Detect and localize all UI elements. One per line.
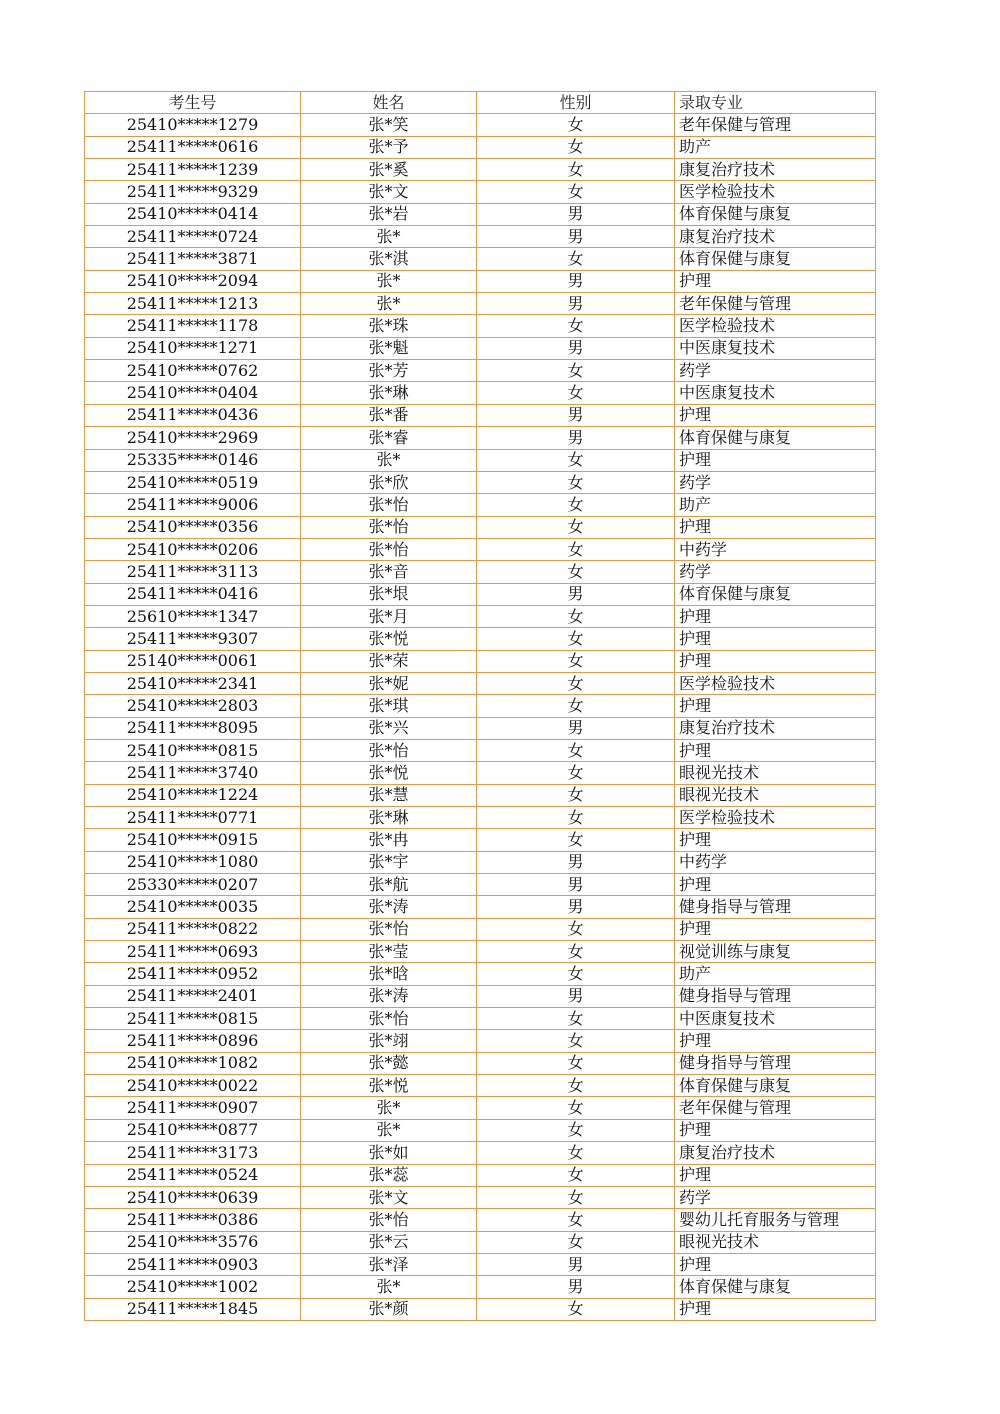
major-cell: 护理 (675, 1119, 876, 1141)
gender-cell: 女 (477, 807, 675, 829)
major-cell: 婴幼儿托育服务与管理 (675, 1209, 876, 1231)
major-cell: 中医康复技术 (675, 337, 876, 359)
name-cell: 张*悦 (301, 1075, 477, 1097)
candidate-id-cell: 25410*****0404 (85, 382, 301, 404)
gender-cell: 女 (477, 963, 675, 985)
major-cell: 护理 (675, 650, 876, 672)
table-row (85, 695, 876, 717)
major-cell: 护理 (675, 1298, 876, 1320)
candidate-id-cell: 25411*****2401 (85, 985, 301, 1007)
major-cell: 助产 (675, 963, 876, 985)
header-name: 姓名 (301, 92, 477, 114)
candidate-id-cell: 25410*****0815 (85, 739, 301, 761)
candidate-id-cell: 25411*****0771 (85, 807, 301, 829)
gender-cell: 女 (477, 1052, 675, 1074)
name-cell: 张*怡 (301, 538, 477, 560)
candidate-id-cell: 25410*****2341 (85, 672, 301, 694)
table-row (85, 762, 876, 784)
candidate-id-cell: 25411*****3740 (85, 762, 301, 784)
major-cell: 护理 (675, 874, 876, 896)
table-row (85, 650, 876, 672)
major-cell: 体育保健与康复 (675, 203, 876, 225)
name-cell: 张*翊 (301, 1030, 477, 1052)
table-row (85, 270, 876, 292)
gender-cell: 女 (477, 1142, 675, 1164)
name-cell: 张*睿 (301, 427, 477, 449)
gender-cell: 男 (477, 985, 675, 1007)
candidate-id-cell: 25410*****1224 (85, 784, 301, 806)
candidate-id-cell: 25410*****1279 (85, 114, 301, 136)
gender-cell: 男 (477, 404, 675, 426)
major-cell: 中医康复技术 (675, 1008, 876, 1030)
name-cell: 张*予 (301, 136, 477, 158)
name-cell: 张*欣 (301, 471, 477, 493)
major-cell: 体育保健与康复 (675, 583, 876, 605)
gender-cell: 女 (477, 114, 675, 136)
name-cell: 张*琳 (301, 807, 477, 829)
gender-cell: 女 (477, 739, 675, 761)
gender-cell: 男 (477, 1276, 675, 1298)
name-cell: 张* (301, 293, 477, 315)
major-cell: 药学 (675, 561, 876, 583)
candidate-id-cell: 25410*****0022 (85, 1075, 301, 1097)
gender-cell: 女 (477, 382, 675, 404)
gender-cell: 男 (477, 427, 675, 449)
candidate-id-cell: 25410*****1082 (85, 1052, 301, 1074)
table-row (85, 1298, 876, 1320)
major-cell: 康复治疗技术 (675, 159, 876, 181)
candidate-id-cell: 25410*****1002 (85, 1276, 301, 1298)
gender-cell: 女 (477, 136, 675, 158)
candidate-id-cell: 25411*****1178 (85, 315, 301, 337)
gender-cell: 女 (477, 605, 675, 627)
header-candidate-id: 考生号 (85, 92, 301, 114)
header-major: 录取专业 (675, 92, 876, 114)
gender-cell: 女 (477, 1298, 675, 1320)
gender-cell: 男 (477, 226, 675, 248)
name-cell: 张*岩 (301, 203, 477, 225)
name-cell: 张*音 (301, 561, 477, 583)
major-cell: 医学检验技术 (675, 672, 876, 694)
major-cell: 眼视光技术 (675, 784, 876, 806)
gender-cell: 女 (477, 159, 675, 181)
table-row (85, 293, 876, 315)
gender-cell: 女 (477, 494, 675, 516)
name-cell: 张*怡 (301, 1008, 477, 1030)
name-cell: 张*悦 (301, 628, 477, 650)
major-cell: 护理 (675, 695, 876, 717)
candidate-id-cell: 25335*****0146 (85, 449, 301, 471)
name-cell: 张*魁 (301, 337, 477, 359)
candidate-id-cell: 25410*****3576 (85, 1231, 301, 1253)
table-row (85, 1052, 876, 1074)
gender-cell: 女 (477, 449, 675, 471)
candidate-id-cell: 25411*****0907 (85, 1097, 301, 1119)
candidate-id-cell: 25410*****0035 (85, 896, 301, 918)
candidate-id-cell: 25410*****0877 (85, 1119, 301, 1141)
name-cell: 张*怡 (301, 1209, 477, 1231)
gender-cell: 女 (477, 650, 675, 672)
gender-cell: 女 (477, 1164, 675, 1186)
table-row (85, 583, 876, 605)
major-cell: 医学检验技术 (675, 315, 876, 337)
candidate-id-cell: 25411*****1213 (85, 293, 301, 315)
name-cell: 张*云 (301, 1231, 477, 1253)
major-cell: 护理 (675, 829, 876, 851)
table-row (85, 628, 876, 650)
major-cell: 眼视光技术 (675, 762, 876, 784)
candidate-id-cell: 25330*****0207 (85, 874, 301, 896)
gender-cell: 女 (477, 1008, 675, 1030)
table-row (85, 918, 876, 940)
gender-cell: 女 (477, 248, 675, 270)
major-cell: 视觉训练与康复 (675, 941, 876, 963)
table-row (85, 337, 876, 359)
major-cell: 老年保健与管理 (675, 293, 876, 315)
table-row (85, 449, 876, 471)
major-cell: 护理 (675, 270, 876, 292)
gender-cell: 女 (477, 516, 675, 538)
name-cell: 张*悦 (301, 762, 477, 784)
candidate-id-cell: 25410*****0206 (85, 538, 301, 560)
name-cell: 张*文 (301, 181, 477, 203)
name-cell: 张*月 (301, 605, 477, 627)
candidate-id-cell: 25410*****0519 (85, 471, 301, 493)
name-cell: 张* (301, 449, 477, 471)
candidate-id-cell: 25411*****0693 (85, 941, 301, 963)
name-cell: 张*笑 (301, 114, 477, 136)
major-cell: 护理 (675, 1164, 876, 1186)
table-row (85, 672, 876, 694)
candidate-id-cell: 25411*****9329 (85, 181, 301, 203)
name-cell: 张*宇 (301, 851, 477, 873)
name-cell: 张*冉 (301, 829, 477, 851)
table-row (85, 1142, 876, 1164)
table-row (85, 963, 876, 985)
gender-cell: 女 (477, 1209, 675, 1231)
gender-cell: 女 (477, 918, 675, 940)
name-cell: 张*番 (301, 404, 477, 426)
header-row (85, 92, 876, 114)
major-cell: 护理 (675, 918, 876, 940)
table-row (85, 1276, 876, 1298)
name-cell: 张*珠 (301, 315, 477, 337)
admission-table (84, 91, 876, 1321)
candidate-id-cell: 25411*****0416 (85, 583, 301, 605)
name-cell: 张*荣 (301, 650, 477, 672)
major-cell: 药学 (675, 360, 876, 382)
gender-cell: 女 (477, 315, 675, 337)
major-cell: 中医康复技术 (675, 382, 876, 404)
name-cell: 张*泽 (301, 1253, 477, 1275)
major-cell: 体育保健与康复 (675, 427, 876, 449)
name-cell: 张*怡 (301, 494, 477, 516)
major-cell: 中药学 (675, 851, 876, 873)
major-cell: 医学检验技术 (675, 807, 876, 829)
gender-cell: 男 (477, 851, 675, 873)
candidate-id-cell: 25411*****0724 (85, 226, 301, 248)
name-cell: 张* (301, 226, 477, 248)
gender-cell: 女 (477, 360, 675, 382)
candidate-id-cell: 25411*****3113 (85, 561, 301, 583)
table-row (85, 360, 876, 382)
gender-cell: 女 (477, 695, 675, 717)
table-row (85, 941, 876, 963)
major-cell: 护理 (675, 449, 876, 471)
name-cell: 张*琳 (301, 382, 477, 404)
table-row (85, 1164, 876, 1186)
major-cell: 护理 (675, 739, 876, 761)
table-row (85, 896, 876, 918)
table-row (85, 427, 876, 449)
major-cell: 护理 (675, 404, 876, 426)
name-cell: 张*怡 (301, 739, 477, 761)
name-cell: 张*慧 (301, 784, 477, 806)
gender-cell: 女 (477, 561, 675, 583)
gender-cell: 女 (477, 181, 675, 203)
gender-cell: 男 (477, 203, 675, 225)
gender-cell: 女 (477, 1097, 675, 1119)
candidate-id-cell: 25411*****0616 (85, 136, 301, 158)
major-cell: 康复治疗技术 (675, 717, 876, 739)
table-row (85, 159, 876, 181)
candidate-id-cell: 25411*****9006 (85, 494, 301, 516)
major-cell: 健身指导与管理 (675, 896, 876, 918)
major-cell: 健身指导与管理 (675, 1052, 876, 1074)
name-cell: 张*芳 (301, 360, 477, 382)
table-row (85, 494, 876, 516)
table-row (85, 315, 876, 337)
name-cell: 张*涛 (301, 896, 477, 918)
candidate-id-cell: 25410*****1080 (85, 851, 301, 873)
name-cell: 张* (301, 270, 477, 292)
gender-cell: 男 (477, 717, 675, 739)
table-row (85, 1209, 876, 1231)
major-cell: 护理 (675, 628, 876, 650)
candidate-id-cell: 25411*****0822 (85, 918, 301, 940)
candidate-id-cell: 25411*****0386 (85, 1209, 301, 1231)
gender-cell: 男 (477, 583, 675, 605)
candidate-id-cell: 25410*****2969 (85, 427, 301, 449)
gender-cell: 女 (477, 784, 675, 806)
gender-cell: 女 (477, 672, 675, 694)
table-row (85, 114, 876, 136)
candidate-id-cell: 25410*****1271 (85, 337, 301, 359)
table-row (85, 1119, 876, 1141)
table-row (85, 203, 876, 225)
name-cell: 张*晗 (301, 963, 477, 985)
name-cell: 张*妮 (301, 672, 477, 694)
name-cell: 张*奚 (301, 159, 477, 181)
name-cell: 张*怡 (301, 918, 477, 940)
table-row (85, 1030, 876, 1052)
table-row (85, 1231, 876, 1253)
major-cell: 药学 (675, 1186, 876, 1208)
table-body (85, 114, 876, 1321)
candidate-id-cell: 25411*****0896 (85, 1030, 301, 1052)
table-row (85, 471, 876, 493)
table-row (85, 717, 876, 739)
candidate-id-cell: 25410*****0356 (85, 516, 301, 538)
name-cell: 张*莹 (301, 941, 477, 963)
gender-cell: 女 (477, 1119, 675, 1141)
table-row (85, 1186, 876, 1208)
table-row (85, 985, 876, 1007)
candidate-id-cell: 25410*****0414 (85, 203, 301, 225)
table-row (85, 181, 876, 203)
table-row (85, 739, 876, 761)
candidate-id-cell: 25411*****3173 (85, 1142, 301, 1164)
name-cell: 张*懿 (301, 1052, 477, 1074)
gender-cell: 女 (477, 941, 675, 963)
header-gender: 性别 (477, 92, 675, 114)
table-row (85, 404, 876, 426)
candidate-id-cell: 25411*****9307 (85, 628, 301, 650)
name-cell: 张*怡 (301, 516, 477, 538)
major-cell: 助产 (675, 494, 876, 516)
table-row (85, 874, 876, 896)
major-cell: 老年保健与管理 (675, 114, 876, 136)
candidate-id-cell: 25410*****0915 (85, 829, 301, 851)
gender-cell: 女 (477, 829, 675, 851)
gender-cell: 女 (477, 628, 675, 650)
gender-cell: 男 (477, 1253, 675, 1275)
candidate-id-cell: 25411*****0903 (85, 1253, 301, 1275)
candidate-id-cell: 25411*****3871 (85, 248, 301, 270)
major-cell: 药学 (675, 471, 876, 493)
candidate-id-cell: 25410*****0639 (85, 1186, 301, 1208)
gender-cell: 女 (477, 1030, 675, 1052)
major-cell: 中药学 (675, 538, 876, 560)
name-cell: 张* (301, 1097, 477, 1119)
table-row (85, 829, 876, 851)
candidate-id-cell: 25411*****0524 (85, 1164, 301, 1186)
gender-cell: 女 (477, 538, 675, 560)
name-cell: 张*兴 (301, 717, 477, 739)
major-cell: 护理 (675, 516, 876, 538)
major-cell: 护理 (675, 605, 876, 627)
table-row (85, 248, 876, 270)
candidate-id-cell: 25411*****0436 (85, 404, 301, 426)
gender-cell: 男 (477, 293, 675, 315)
table-row (85, 1097, 876, 1119)
table-row (85, 1253, 876, 1275)
major-cell: 康复治疗技术 (675, 1142, 876, 1164)
gender-cell: 女 (477, 1075, 675, 1097)
major-cell: 老年保健与管理 (675, 1097, 876, 1119)
table-row (85, 226, 876, 248)
table-row (85, 784, 876, 806)
name-cell: 张*琪 (301, 695, 477, 717)
gender-cell: 女 (477, 762, 675, 784)
name-cell: 张* (301, 1276, 477, 1298)
name-cell: 张*蕊 (301, 1164, 477, 1186)
gender-cell: 女 (477, 1231, 675, 1253)
major-cell: 护理 (675, 1253, 876, 1275)
name-cell: 张*涛 (301, 985, 477, 1007)
table-row (85, 1075, 876, 1097)
major-cell: 康复治疗技术 (675, 226, 876, 248)
major-cell: 眼视光技术 (675, 1231, 876, 1253)
gender-cell: 女 (477, 1186, 675, 1208)
gender-cell: 男 (477, 270, 675, 292)
major-cell: 助产 (675, 136, 876, 158)
major-cell: 护理 (675, 1030, 876, 1052)
table-row (85, 605, 876, 627)
name-cell: 张* (301, 1119, 477, 1141)
major-cell: 体育保健与康复 (675, 1075, 876, 1097)
name-cell: 张*淇 (301, 248, 477, 270)
name-cell: 张*颜 (301, 1298, 477, 1320)
name-cell: 张*文 (301, 1186, 477, 1208)
table-row (85, 382, 876, 404)
candidate-id-cell: 25410*****0762 (85, 360, 301, 382)
table-row (85, 538, 876, 560)
table-row (85, 807, 876, 829)
gender-cell: 女 (477, 471, 675, 493)
gender-cell: 男 (477, 337, 675, 359)
candidate-id-cell: 25411*****1845 (85, 1298, 301, 1320)
major-cell: 医学检验技术 (675, 181, 876, 203)
major-cell: 体育保健与康复 (675, 248, 876, 270)
candidate-id-cell: 25411*****0952 (85, 963, 301, 985)
gender-cell: 男 (477, 874, 675, 896)
name-cell: 张*航 (301, 874, 477, 896)
major-cell: 体育保健与康复 (675, 1276, 876, 1298)
candidate-id-cell: 25411*****0815 (85, 1008, 301, 1030)
candidate-id-cell: 25411*****8095 (85, 717, 301, 739)
table-row (85, 516, 876, 538)
name-cell: 张*垠 (301, 583, 477, 605)
major-cell: 健身指导与管理 (675, 985, 876, 1007)
name-cell: 张*如 (301, 1142, 477, 1164)
table-row (85, 561, 876, 583)
candidate-id-cell: 25410*****2803 (85, 695, 301, 717)
gender-cell: 男 (477, 896, 675, 918)
candidate-id-cell: 25410*****2094 (85, 270, 301, 292)
candidate-id-cell: 25140*****0061 (85, 650, 301, 672)
table-row (85, 1008, 876, 1030)
candidate-id-cell: 25610*****1347 (85, 605, 301, 627)
table-row (85, 136, 876, 158)
candidate-id-cell: 25411*****1239 (85, 159, 301, 181)
table-row (85, 851, 876, 873)
